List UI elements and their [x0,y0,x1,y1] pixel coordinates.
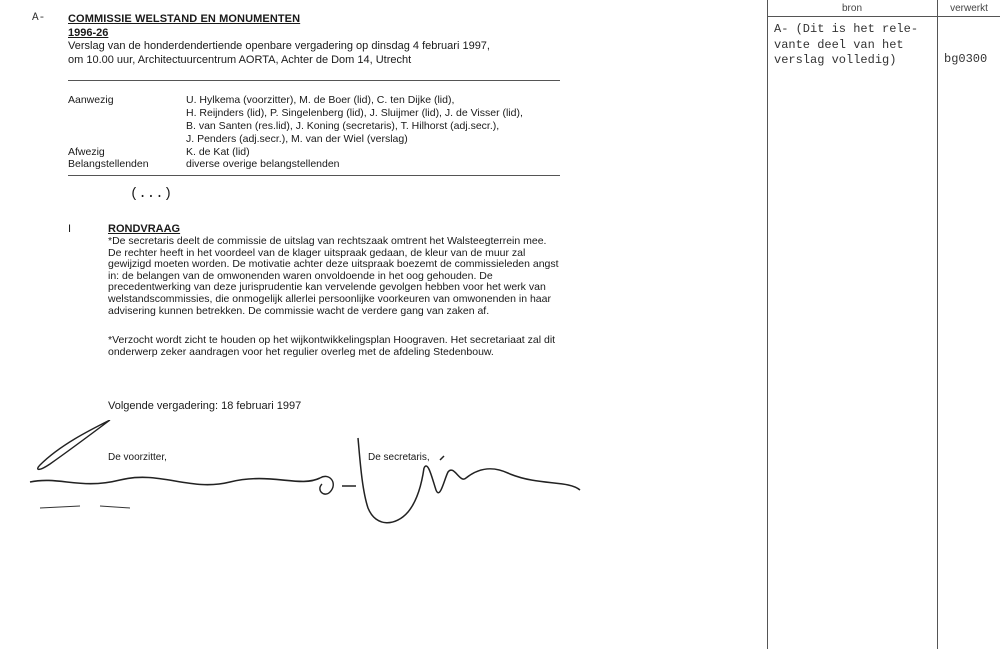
meeting-line-1: Verslag van de honderdendertiende openbare vergadering op dinsdag 4 februari 1997, [68,40,490,52]
next-meeting: Volgende vergadering: 18 februari 1997 [108,400,302,412]
form-header-line [767,16,1000,17]
interested-label: Belangstellenden [68,158,149,170]
paragraph-2: *Verzocht wordt zicht te houden op het wijkontwikkelingsplan Hoograven. Het secretariaat zal dit onderwerp zeker aandragen voor het regulier overleg met de afdeling Stedenbouw. [108,334,556,358]
absent-value: K. de Kat (lid) [186,146,250,158]
paragraph-1: *De secretaris deelt de commissie de uitslag van rechtszaak omtrent het Walsteegterrein mee. De rechter heeft in het voordeel van de klager uitspraak gedaan, de kleur van de muur zal gewijzigd moeten worden. De motivatie achter deze uitspraak boezemt de commissieleden angst in: de belangen van de omwonenden waren onvoldoende in het oog gehouden. De precedentwerking van deze jurisprudentie kan vervelende gevolgen hebben voor het werk van welstandscommissies, die onmogelijk allerlei persoonlijke voorkeuren van omwonenden in haar advisering kunnen betrekken. De commissie wacht de verdere gang van zaken af. [108,235,559,317]
attendance-value: H. Reijnders (lid), P. Singelenberg (lid), J. Sluijmer (lid), J. de Visser (lid), [186,107,523,119]
absent-label: Afwezig [68,146,105,158]
divider-top [68,80,560,81]
secretary-signature-label: De secretaris, [368,452,430,463]
attendance-value: B. van Santen (res.lid), J. Koning (secretaris), T. Hilhorst (adj.secr.), [186,120,500,132]
document-title: COMMISSIE WELSTAND EN MONUMENTEN [68,13,301,25]
processed-code: bg0300 [944,52,988,66]
document-label: A- [32,12,46,24]
form-column-divider [767,0,768,649]
form-header-bron: bron [841,3,862,14]
meeting-line-2: om 10.00 uur, Architectuurcentrum AORTA, Achter de Dom 14, Utrecht [68,54,412,66]
chair-signature-label: De voorzitter, [108,452,167,463]
attendance-label: Aanwezig [68,94,114,106]
document-year: 1996-26 [68,27,109,39]
omission-ellipsis: (...) [130,186,173,202]
item-number: I [68,223,72,235]
form-column-divider [937,0,938,649]
divider-bottom [68,175,560,176]
signatures-handwritten [20,420,620,530]
attendance-value: J. Penders (adj.secr.), M. van der Wiel (verslag) [186,133,408,145]
item-title: RONDVRAAG [108,223,181,235]
bron-note: A- (Dit is het rele- vante deel van het verslag volledig) [774,22,919,67]
form-header-verwerkt: verwerkt [950,3,988,14]
attendance-value: U. Hylkema (voorzitter), M. de Boer (lid), C. ten Dijke (lid), [186,94,455,106]
interested-value: diverse overige belangstellenden [186,158,340,170]
